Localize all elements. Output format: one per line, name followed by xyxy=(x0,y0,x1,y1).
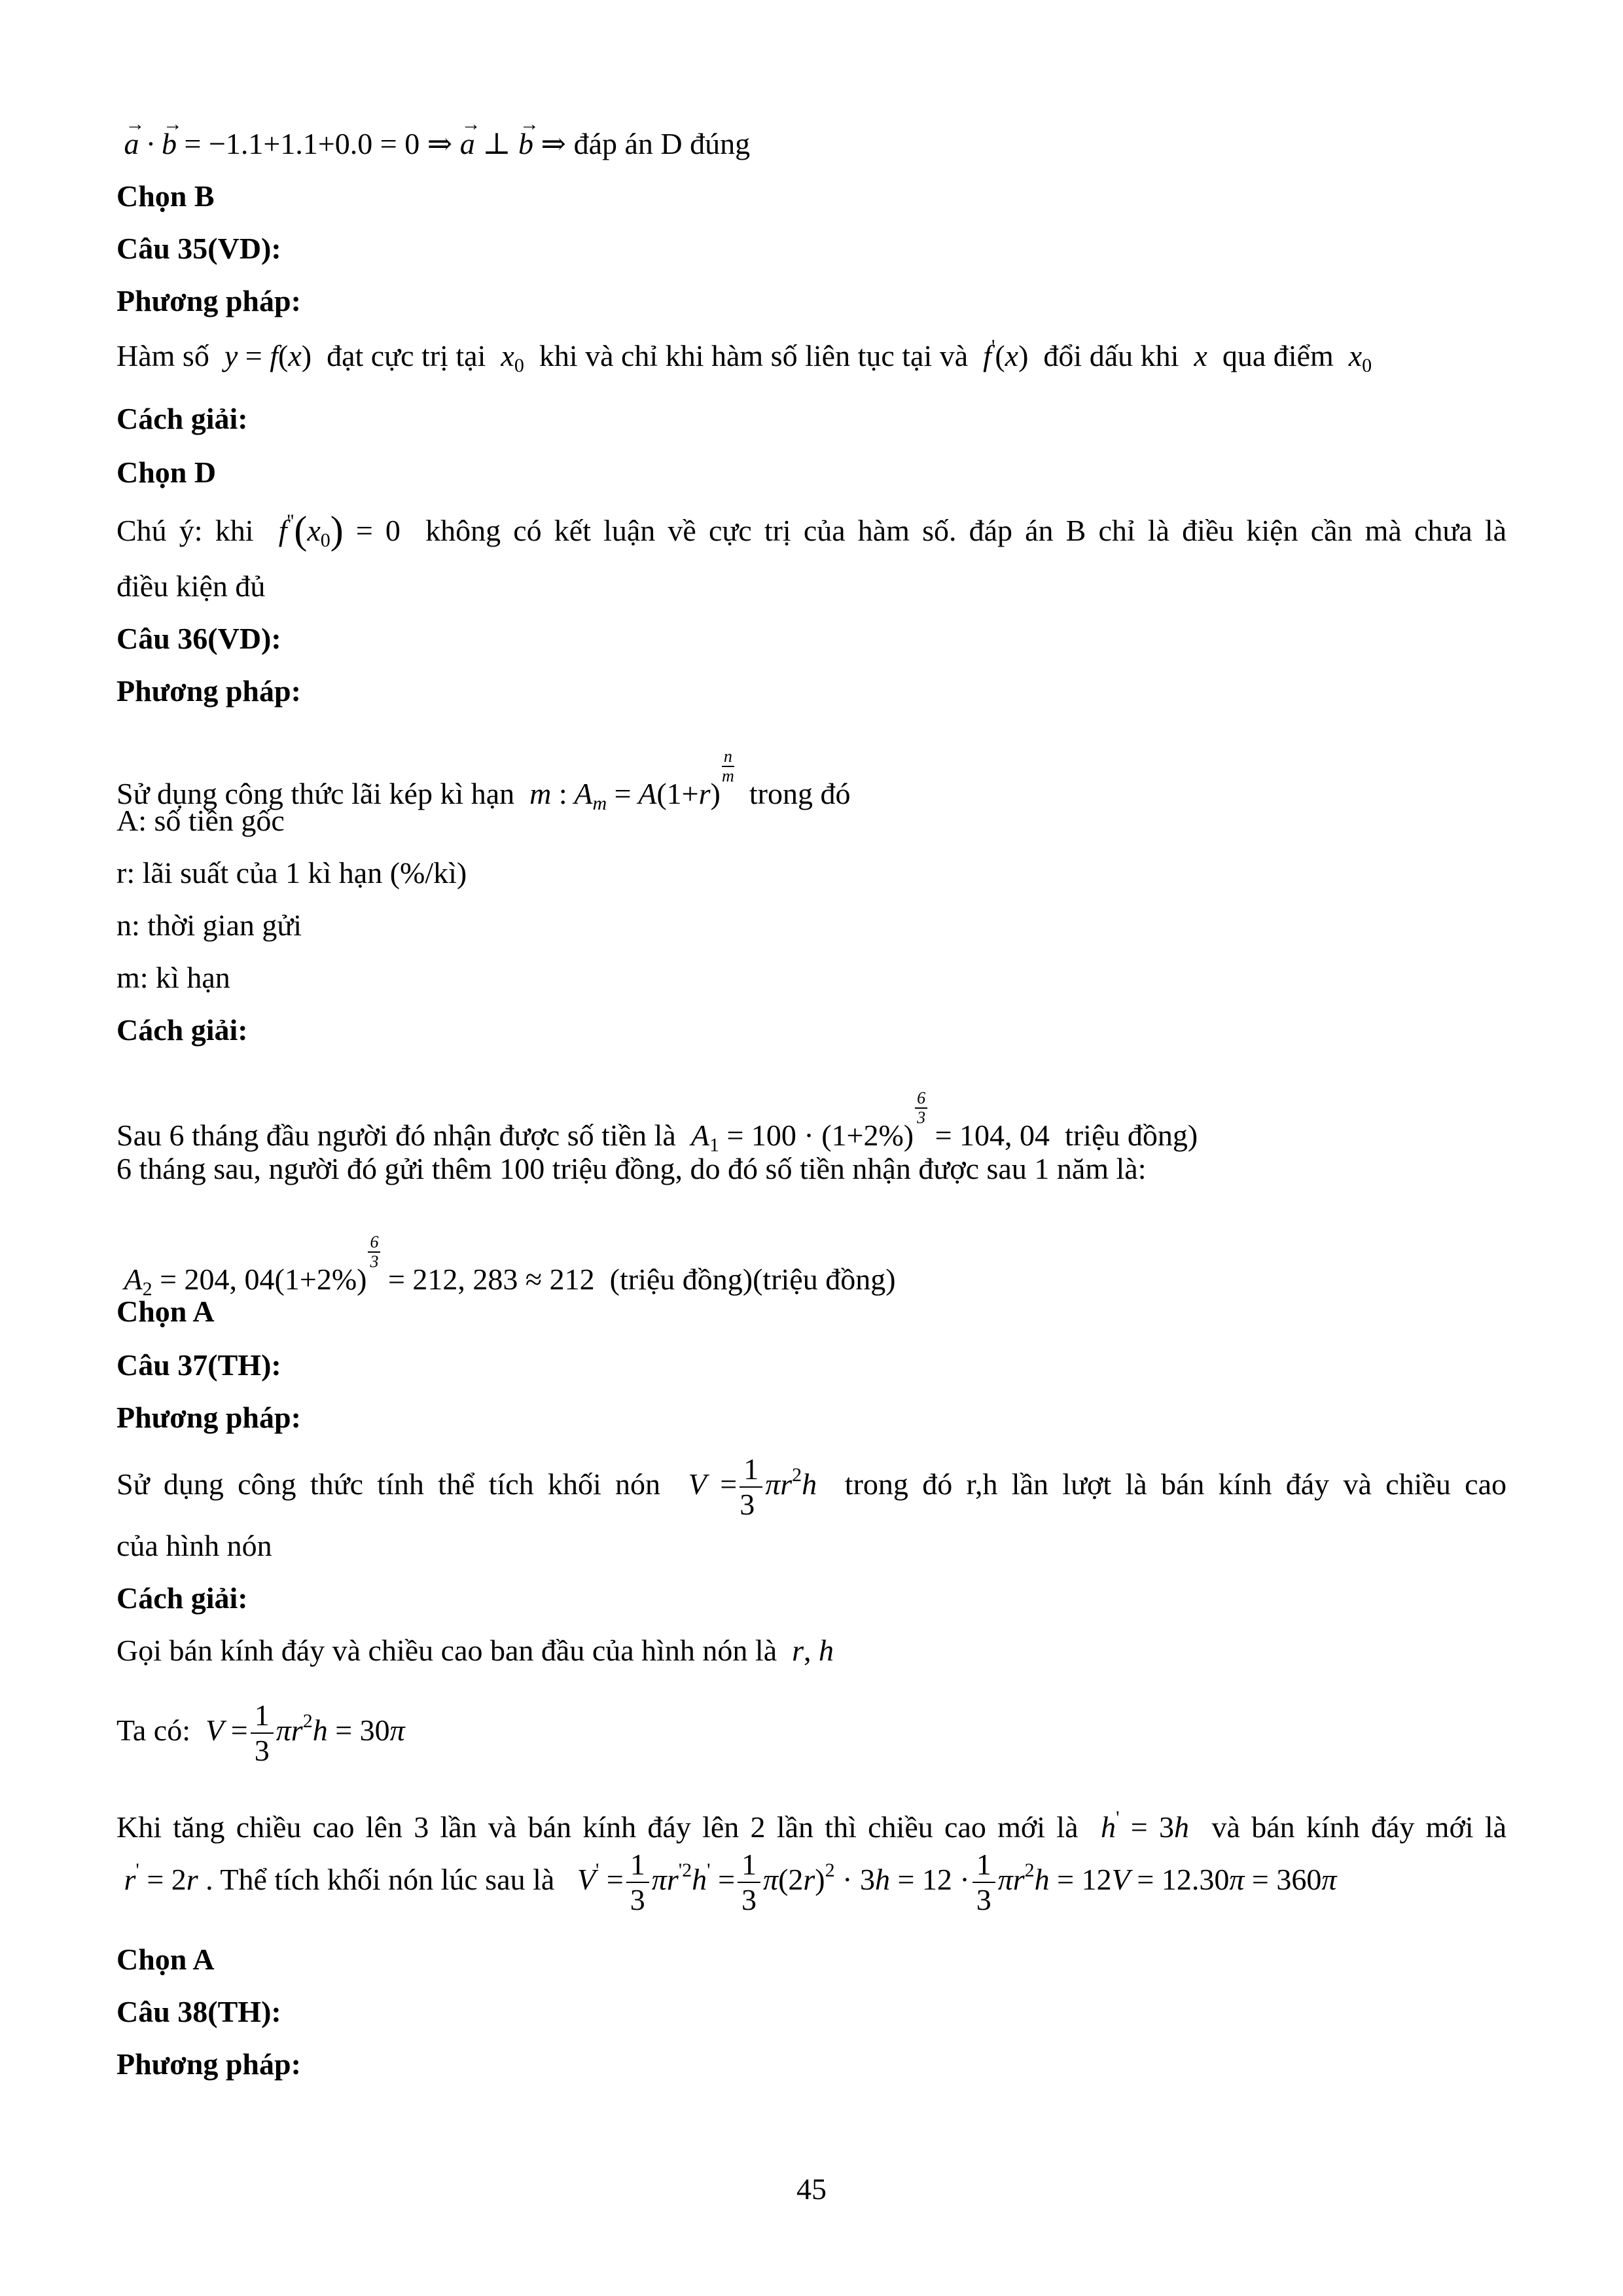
cau-36-heading: Câu 36(VD): xyxy=(116,622,281,655)
def-principal: A: số tiền gốc xyxy=(116,804,285,837)
cau-36-step-2: 6 tháng sau, người đó gửi thêm 100 triệu đồng, do đó số tiền nhận được sau 1 năm là: xyxy=(116,1152,1147,1185)
note-line: Chú ý: khi $f''(x_0) = 0$ không có kết luận về cực trị của hàm số. đáp án B chỉ là điều kiện cần mà chưa là xyxy=(116,509,1507,552)
cau-36-solution-heading: Cách giải: xyxy=(116,1013,248,1047)
cau-37-solution-heading: Cách giải: xyxy=(116,1581,248,1615)
answer-d-correct: đáp án D đúng xyxy=(573,127,751,160)
cau-35-solution-heading: Cách giải: xyxy=(116,402,248,435)
def-rate: r: lãi suất của 1 kì hạn (%/kì) xyxy=(116,856,467,889)
compound-interest-formula-line: Sử dụng công thức lãi kép kì hạn m : $A_m = A(1+r)$ $\frac{n}{m}$ trong đó xyxy=(116,747,851,814)
cone-volume-formula-cont: của hình nón xyxy=(116,1529,272,1562)
dot-product-line: → a · → b = −1.1+1.1+0.0 = 0 ⇒ → a ⊥ → b ⇒ đáp án D đúng xyxy=(116,126,1507,162)
cau-37-step-3: Khi tăng chiều cao lên 3 lần và bán kính đáy lên 2 lần thì chiều cao mới là h' = 3h và bán kính đáy mới là xyxy=(116,1807,1507,1844)
cau-36-step-1: Sau 6 tháng đầu người đó nhận được số tiền là $A_1 = 100 \cdot (1+2\%)$ $\frac{6}{3}$ = 104, 04 triệu đồng) xyxy=(116,1088,1198,1156)
cau-37-step-1: Gọi bán kính đáy và chiều cao ban đầu của hình nón là r, h xyxy=(116,1634,834,1667)
cau-36-step-3: $A_2 = 204$, 04(1+2%) $\frac{6}{3}$ = 212, 283 ≈ 212 (triệu đồng)(triệu đồng) xyxy=(116,1232,896,1300)
cau-37-step-2: Ta có: V = $\frac{1}{3}$ $\pi r^2h = 30\pi$ xyxy=(116,1698,405,1768)
chon-b: Chọn B xyxy=(116,179,215,213)
cone-volume-formula-line: Sử dụng công thức tính thể tích khối nón V = $\frac{1}{3}$ $\pi r^2h$ trong đó r,h lần lượt là bán kính đáy và chiều cao xyxy=(116,1452,1507,1522)
cau-36-method-heading: Phương pháp: xyxy=(116,674,301,708)
chon-d: Chọn D xyxy=(116,456,217,489)
chon-a-36: Chọn A xyxy=(116,1295,215,1328)
cau-35-heading: Câu 35(VD): xyxy=(116,232,281,265)
def-time: n: thời gian gửi xyxy=(116,908,302,942)
cau-37-heading: Câu 37(TH): xyxy=(116,1348,281,1382)
cau-38-method-heading: Phương pháp: xyxy=(116,2047,301,2081)
cau-35-method-heading: Phương pháp: xyxy=(116,284,301,317)
note-line-cont: điều kiện đủ xyxy=(116,569,266,603)
page-number: 45 xyxy=(796,2172,827,2206)
cau-35-method-text: Hàm số y = f(x) đạt cực trị tại $x_0$ khi và chỉ khi hàm số liên tục tại và f'(x) đổi dấu khi x qua điểm $x_0$ xyxy=(116,336,1372,376)
cau-37-method-heading: Phương pháp: xyxy=(116,1401,301,1434)
chon-a-37: Chọn A xyxy=(116,1943,215,1976)
def-term: m: kì hạn xyxy=(116,961,230,994)
cau-37-step-4: r' = 2r . Thể tích khối nón lúc sau là V' = $\frac{1}{3}$ $\pi r^{'2}h'$ = $\frac{1}{3}$ $\pi(2r)^2 \cdot 3h = 12$ · $\frac{1}{3}$ $\pi r^2h = 12V = 12.30\pi = 360\pi$ xyxy=(116,1848,1337,1917)
cau-38-heading: Câu 38(TH): xyxy=(116,1995,281,2028)
